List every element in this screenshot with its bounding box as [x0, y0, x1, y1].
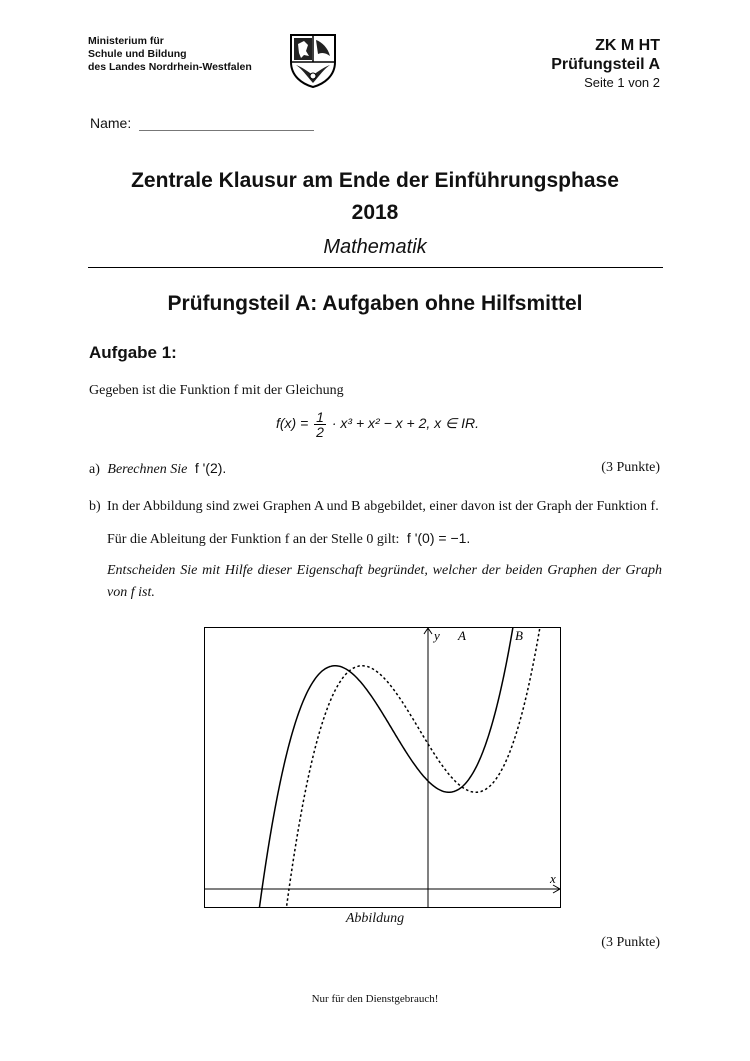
part-title: Prüfungsteil A: Aufgaben ohne Hilfsmittel [167, 292, 583, 315]
subtask-a-points: (3 Punkte) [601, 460, 660, 475]
exam-subject: Mathematik [323, 236, 427, 258]
y-axis-label: y [434, 628, 440, 643]
page-number: Seite 1 von 2 [584, 75, 660, 90]
subtask-a [89, 460, 226, 478]
exam-header [551, 36, 660, 92]
state-crest-icon [288, 32, 338, 88]
subtask-b-line2 [107, 527, 662, 551]
formula-rhs: · x³ + x² − x + 2, x ∈ IR. [331, 415, 480, 432]
divider [88, 267, 663, 268]
footer-note: Nur für den Dienstgebrauch! [311, 993, 439, 1005]
ministry-line: des Landes Nordrhein-Westfalen [88, 61, 252, 73]
subtask-b-text1: In der Abbildung sind zwei Graphen A und B abgebildet, einer davon ist der Graph der Funktion f. [107, 499, 659, 514]
subtask-b-text3: Entscheiden Sie mit Hilfe dieser Eigenschaft begründet, welcher der beiden Graphen der Graph von f ist. [107, 563, 662, 600]
x-axis-label: x [550, 871, 556, 886]
graph-a-label: A [458, 628, 466, 643]
subtask-b-expr2: f '(0) = −1. [406, 530, 471, 546]
subtask-b-body [107, 496, 662, 604]
function-formula [276, 410, 479, 439]
subtask-a-expr: f '(2). [194, 460, 227, 476]
fraction-numerator: 1 [316, 409, 324, 425]
exam-code: ZK M HT [595, 37, 660, 54]
figure-caption: Abbildung [345, 911, 405, 926]
task-heading: Aufgabe 1: [89, 343, 177, 362]
name-row [90, 115, 314, 131]
ministry-line: Ministerium für [88, 35, 164, 47]
ministry-line: Schule und Bildung [88, 48, 187, 60]
exam-title: Zentrale Klausur am Ende der Einführungsphase [131, 169, 619, 192]
fraction-denominator: 2 [316, 424, 324, 440]
exam-year: 2018 [351, 201, 399, 224]
name-field[interactable] [139, 116, 314, 131]
graph-figure [204, 627, 561, 908]
ministry-name [88, 35, 252, 74]
graph-b-label: B [515, 628, 523, 643]
name-label: Name: [90, 115, 132, 131]
subtask-a-label: a) [89, 462, 100, 477]
formula-fraction [314, 410, 326, 439]
subtask-a-text: Berechnen Sie [107, 462, 188, 477]
subtask-b-text2: Für die Ableitung der Funktion f an der Stelle 0 gilt: [107, 532, 400, 547]
task-intro: Gegeben ist die Funktion f mit der Gleichung [89, 383, 344, 398]
formula-lhs: f(x) = [276, 415, 309, 432]
subtask-b-label: b) [89, 499, 101, 514]
subtask-b-points: (3 Punkte) [601, 935, 660, 950]
figure-frame [205, 628, 561, 908]
exam-part: Prüfungsteil A [551, 56, 660, 73]
